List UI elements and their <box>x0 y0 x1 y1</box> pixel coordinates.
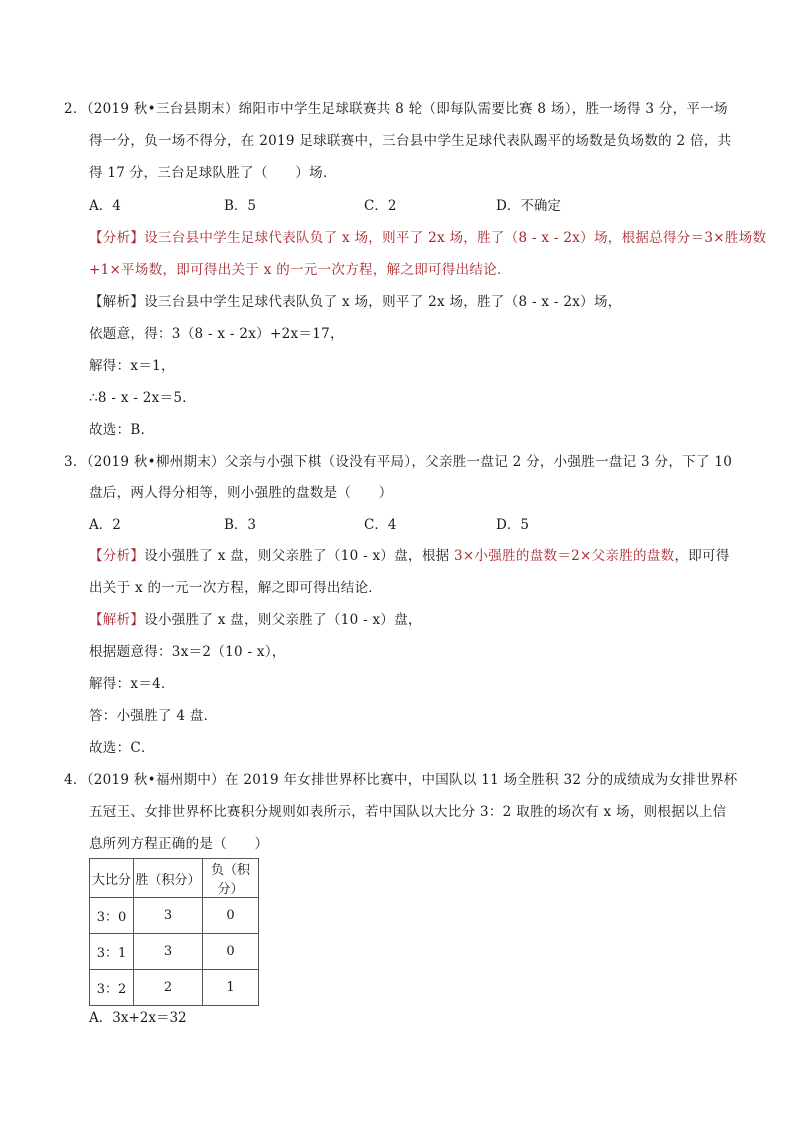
q3-option-d: D．5 <box>496 517 529 533</box>
q3-option-a: A．2 <box>89 517 121 533</box>
table-row <box>90 934 259 970</box>
q2-option-c: C．2 <box>364 198 397 214</box>
q3-analysis-tag: 【分析】 <box>89 548 145 564</box>
q2-solution-text-1: 设三台县中学生足球代表队负了 x 场，则平了 2x 场，胜了（8 - x - 2x）场， <box>144 294 622 310</box>
q3-step-1: 根据题意得：3x＝2（10 - x）， <box>89 644 286 660</box>
q2-stem-line-1: 2．（2019 秋•三台县期末）绵阳市中学生足球联赛共 8 轮（即每队需要比赛 8 场），胜一场得 3 分，平一场 <box>64 101 728 117</box>
table-header-cell: 胜（积分） <box>134 859 203 898</box>
q3-analysis-line-2: 出关于 x 的一元一次方程，解之即可得出结论． <box>89 580 383 596</box>
q2-solution-line-1 <box>89 292 622 312</box>
q2-option-d: D．不确定 <box>496 198 561 214</box>
q3-option-b: B．3 <box>224 517 257 533</box>
q3-option-c: C．4 <box>364 517 397 533</box>
q3-analysis-text-1a: 设小强胜了 x 盘，则父亲胜了（10 - x）盘，根据 <box>144 548 455 564</box>
q3-step-2: 解得：x＝4． <box>89 676 175 692</box>
q2-option-a: A．4 <box>89 198 121 214</box>
table-cell: 2 <box>134 970 203 1006</box>
q2-answer: 故选：B． <box>89 422 155 438</box>
table-row <box>90 970 259 1006</box>
q3-solution-tag: 【解析】 <box>89 612 145 628</box>
q2-stem-line-2: 得一分，负一场不得分，在 2019 足球联赛中，三台县中学生足球代表队踢平的场数是负场数的 2 倍，共 <box>89 133 732 149</box>
q4-stem-line-2: 五冠王、女排世界杯比赛积分规则如表所示，若中国队以大比分 3：2 取胜的场次有 x 场，则根据以上信 <box>89 804 727 820</box>
q4-stem-line-1: 4．（2019 秋•福州期中）在 2019 年女排世界杯比赛中，中国队以 11 场全胜积 32 分的成绩成为女排世界杯 <box>64 772 738 788</box>
q2-solution-tag: 【解析】 <box>89 294 145 310</box>
table-row <box>90 898 259 934</box>
q3-stem-line-1: 3．（2019 秋•柳州期末）父亲与小强下棋（设没有平局），父亲胜一盘记 2 分，小强胜一盘记 3 分，下了 10 <box>64 454 733 470</box>
q3-analysis-text-1c: ，即可得 <box>674 548 730 564</box>
q2-step-3: ∴8 - x - 2x＝5． <box>89 390 197 406</box>
q2-analysis-text-1: 设三台县中学生足球代表队负了 x 场，则平了 2x 场，胜了（8 - x - 2x）场，根据总得分＝3×胜场数 <box>144 230 767 246</box>
table-cell: 0 <box>203 934 259 970</box>
q3-analysis-line-1 <box>89 546 730 566</box>
q2-option-b: B．5 <box>224 198 257 214</box>
table-header-cell: 负（积分） <box>203 859 259 898</box>
q3-step-3: 答：小强胜了 4 盘． <box>89 708 218 724</box>
table-cell: 3 <box>134 934 203 970</box>
table-cell: 1 <box>203 970 259 1006</box>
q2-step-1: 依题意，得：3（8 - x - 2x）+2x＝17， <box>89 326 344 342</box>
table-cell: 0 <box>203 898 259 934</box>
q4-option-a: A．3x+2x＝32 <box>89 1010 187 1026</box>
table-header-row <box>90 859 259 898</box>
scoring-rules-table <box>89 858 259 1006</box>
table-header-cell: 大比分 <box>90 859 134 898</box>
table-cell: 3：0 <box>90 898 134 934</box>
q2-analysis-tag: 【分析】 <box>89 230 145 246</box>
q2-step-2: 解得：x＝1， <box>89 358 175 374</box>
q3-answer: 故选：C． <box>89 740 155 756</box>
q4-stem-line-3: 息所列方程正确的是（ ） <box>89 836 269 852</box>
q2-analysis-line-1 <box>89 228 766 248</box>
q2-analysis-line-2: +1×平场数，即可得出关于 x 的一元一次方程，解之即可得出结论． <box>89 262 511 278</box>
table-cell: 3：2 <box>90 970 134 1006</box>
table-cell: 3 <box>134 898 203 934</box>
q3-solution-line-1 <box>89 610 422 630</box>
q3-stem-line-2: 盘后，两人得分相等，则小强胜的盘数是（ ） <box>89 485 393 501</box>
q2-stem-line-3: 得 17 分，三台足球队胜了（ ）场． <box>89 165 337 181</box>
q3-solution-text-1: 设小强胜了 x 盘，则父亲胜了（10 - x）盘， <box>144 612 422 628</box>
q3-analysis-formula: 3×小强胜的盘数＝2×父亲胜的盘数 <box>454 548 675 564</box>
table-cell: 3：1 <box>90 934 134 970</box>
